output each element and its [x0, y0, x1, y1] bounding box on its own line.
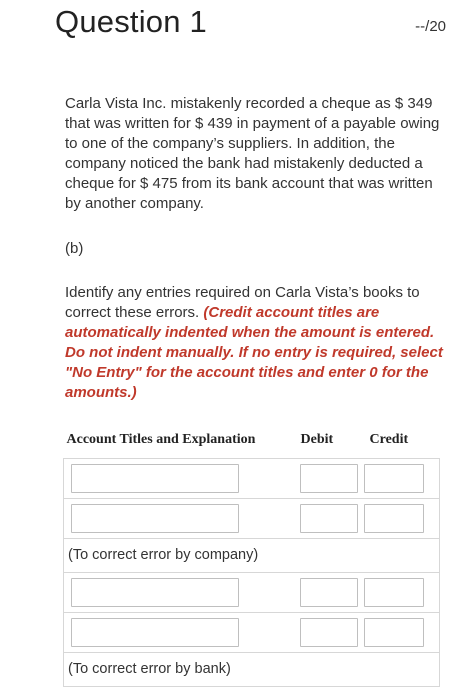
- problem-prompt: Identify any entries required on Carla Vista’s books to correct these errors.: [65, 284, 420, 321]
- note-company-error: (To correct error by company): [68, 547, 259, 563]
- part-label: (b): [65, 240, 84, 257]
- journal-note-row: [64, 652, 440, 686]
- question-header: [0, 0, 470, 60]
- account-title-input[interactable]: [71, 504, 239, 533]
- credit-amount-input[interactable]: [364, 618, 424, 647]
- debit-amount-input[interactable]: [300, 618, 358, 647]
- debit-amount-input[interactable]: [300, 464, 358, 493]
- account-title-input[interactable]: [71, 578, 239, 607]
- journal-row: [64, 572, 440, 612]
- note-bank-error: (To correct error by bank): [68, 661, 231, 677]
- problem-instructions: (Credit account titles are automatically indented when the amount is entered. Do not indent manually. If no entry is required, select "No Entry" for the account titles and enter 0 for the amounts.): [65, 304, 443, 401]
- header-debit: Debit: [300, 432, 334, 448]
- journal-row: [64, 498, 440, 538]
- journal-note-row: [64, 538, 440, 572]
- header-account-titles: Account Titles and Explanation: [66, 432, 256, 448]
- journal-entry-table: [63, 423, 440, 687]
- problem-paragraph: Carla Vista Inc. mistakenly recorded a cheque as $ 349 that was written for $ 439 in payment of a payable owing to one of the company’s suppliers. In addition, the company noticed the bank had mistakenly deducted a cheque for $ 475 from its bank account that was written by another company.: [65, 95, 440, 212]
- question-score: --/20: [415, 18, 446, 35]
- credit-amount-input[interactable]: [364, 578, 424, 607]
- question-title: Question 1: [55, 4, 207, 39]
- header-credit: Credit: [369, 432, 409, 448]
- journal-row: [64, 458, 440, 498]
- account-title-input[interactable]: [71, 464, 239, 493]
- credit-amount-input[interactable]: [364, 464, 424, 493]
- credit-amount-input[interactable]: [364, 504, 424, 533]
- debit-amount-input[interactable]: [300, 578, 358, 607]
- problem-prompt-block: [65, 283, 445, 403]
- journal-row: [64, 612, 440, 652]
- debit-amount-input[interactable]: [300, 504, 358, 533]
- account-title-input[interactable]: [71, 618, 239, 647]
